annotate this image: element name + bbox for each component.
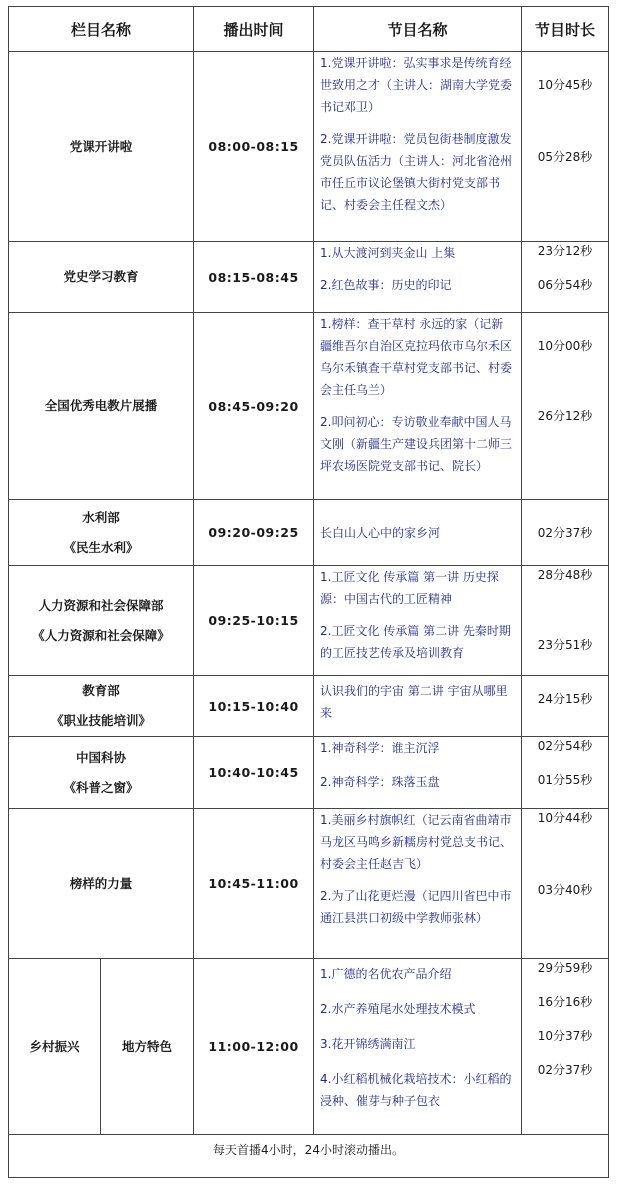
column-name (9, 500, 194, 566)
duration-item: 01分55秒 (537, 773, 593, 787)
program-item: 认识我们的宇宙 第二讲 宇宙从哪里来 (320, 684, 508, 720)
program-cell (314, 959, 522, 1135)
schedule-table (8, 6, 609, 1178)
program-item: 2.水产养殖尾水处理技术模式 (320, 1002, 476, 1016)
broadcast-time: 10:40-10:45 (194, 737, 314, 809)
column-name (9, 676, 194, 737)
column-name: 全国优秀电教片展播 (9, 313, 194, 500)
broadcast-time: 11:00-12:00 (194, 959, 314, 1135)
header-row (9, 7, 609, 52)
column-name (9, 737, 194, 809)
program-item: 1.党课开讲啦：弘实事求是传统育经世致用之才（主讲人：湖南大学党委书记邓卫） (320, 56, 513, 114)
header-program-name: 节目名称 (314, 7, 522, 52)
broadcast-time: 09:25-10:15 (194, 566, 314, 676)
table-row (9, 313, 609, 500)
duration-item: 10分45秒 (537, 78, 593, 92)
duration-item: 23分51秒 (537, 638, 593, 652)
table-row (9, 242, 609, 313)
duration-cell (522, 809, 609, 959)
duration-item: 28分48秒 (537, 568, 593, 582)
program-cell (314, 500, 522, 566)
program-item: 长白山人心中的家乡河 (320, 525, 441, 540)
header-broadcast-time: 播出时间 (194, 7, 314, 52)
program-item: 1.美丽乡村旗帜红（记云南省曲靖市马龙区马鸣乡新糯房村党总支书记、村委会主任赵吉飞） (320, 813, 513, 871)
program-cell (314, 809, 522, 959)
program-cell (314, 566, 522, 676)
program-cell (314, 313, 522, 500)
duration-item: 03分40秒 (537, 883, 593, 897)
program-item: 2.为了山花更烂漫（记四川省巴中市通江县洪口初级中学教师张林） (320, 889, 512, 925)
program-item: 2.红色故事：历史的印记 (320, 278, 452, 292)
program-item: 2.工匠文化 传承篇 第二讲 先秦时期的工匠技艺传承及培训教育 (320, 624, 511, 660)
column-name: 党课开讲啦 (9, 52, 194, 242)
duration-item: 05分28秒 (537, 150, 593, 164)
duration-item: 02分37秒 (537, 526, 593, 540)
program-item: 3.花开锦绣满南江 (320, 1037, 416, 1051)
broadcast-time: 08:00-08:15 (194, 52, 314, 242)
broadcast-time: 09:20-09:25 (194, 500, 314, 566)
header-column-name: 栏目名称 (9, 7, 194, 52)
department-name: 人力资源和社会保障部 (38, 597, 164, 613)
program-series-name: 《人力资源和社会保障》 (32, 627, 170, 643)
duration-cell (522, 242, 609, 313)
table-row (9, 737, 609, 809)
department-name: 水利部 (82, 509, 120, 525)
duration-cell (522, 959, 609, 1135)
table-row (9, 676, 609, 737)
program-item: 2.叩问初心：专访敬业奉献中国人马文刚（新疆生产建设兵团第十二师三坪农场医院党支部书记、院长） (320, 415, 513, 473)
duration-item: 02分37秒 (537, 1063, 593, 1077)
footer-note: 每天首播4小时，24小时滚动播出。 (9, 1135, 609, 1178)
program-item: 2.神奇科学：珠落玉盘 (320, 775, 440, 789)
column-name: 榜样的力量 (9, 809, 194, 959)
duration-cell (522, 566, 609, 676)
program-item: 1.榜样：查干草村 永远的家（记新疆维吾尔自治区克拉玛依市乌尔禾区乌尔禾镇查干草村党支部书记、村委会主任乌兰） (320, 317, 513, 397)
table-row (9, 809, 609, 959)
duration-item: 10分44秒 (537, 811, 593, 825)
program-item: 1.广德的名优农产品介绍 (320, 967, 452, 981)
broadcast-time: 08:45-09:20 (194, 313, 314, 500)
program-cell (314, 737, 522, 809)
program-series-name: 《科普之窗》 (63, 779, 139, 795)
duration-cell (522, 52, 609, 242)
department-name: 中国科协 (76, 749, 127, 765)
program-series-name: 《民生水利》 (63, 539, 139, 555)
footer-row (9, 1135, 609, 1178)
duration-item: 23分12秒 (537, 244, 593, 258)
duration-item: 02分54秒 (537, 739, 593, 753)
program-cell (314, 242, 522, 313)
broadcast-time: 10:15-10:40 (194, 676, 314, 737)
duration-cell (522, 676, 609, 737)
broadcast-time: 10:45-11:00 (194, 809, 314, 959)
duration-item: 26分12秒 (537, 409, 593, 423)
column-name: 党史学习教育 (9, 242, 194, 313)
broadcast-time: 08:15-08:45 (194, 242, 314, 313)
program-cell (314, 676, 522, 737)
program-item: 4.小红稻机械化栽培技术：小红稻的浸种、催芽与种子包衣 (320, 1072, 512, 1108)
duration-cell (522, 313, 609, 500)
duration-cell (522, 737, 609, 809)
duration-item: 06分54秒 (537, 278, 593, 292)
table-row (9, 566, 609, 676)
program-item: 1.从大渡河到夹金山 上集 (320, 246, 456, 260)
department-name: 教育部 (82, 683, 120, 698)
program-cell (314, 52, 522, 242)
duration-cell (522, 500, 609, 566)
duration-item: 16分16秒 (537, 995, 593, 1009)
program-item: 2.党课开讲啦：党员包街巷制度激发党员队伍活力（主讲人：河北省沧州市任丘市议论堡镇大街村党支部书记、村委会主任程文杰） (320, 132, 513, 212)
column-name (9, 566, 194, 676)
header-duration: 节目时长 (522, 7, 609, 52)
program-item: 1.工匠文化 传承篇 第一讲 历史探源：中国古代的工匠精神 (320, 570, 499, 606)
sub-column-name: 地方特色 (101, 959, 194, 1135)
table-row (9, 52, 609, 242)
program-series-name: 《职业技能培训》 (51, 713, 152, 728)
duration-item: 24分15秒 (537, 692, 593, 706)
table-row (9, 959, 609, 1135)
column-name: 乡村振兴 (9, 959, 101, 1135)
duration-item: 10分37秒 (537, 1029, 593, 1043)
table-row (9, 500, 609, 566)
duration-item: 29分59秒 (537, 961, 593, 975)
program-item: 1.神奇科学：谁主沉浮 (320, 741, 440, 755)
duration-item: 10分00秒 (537, 339, 593, 353)
